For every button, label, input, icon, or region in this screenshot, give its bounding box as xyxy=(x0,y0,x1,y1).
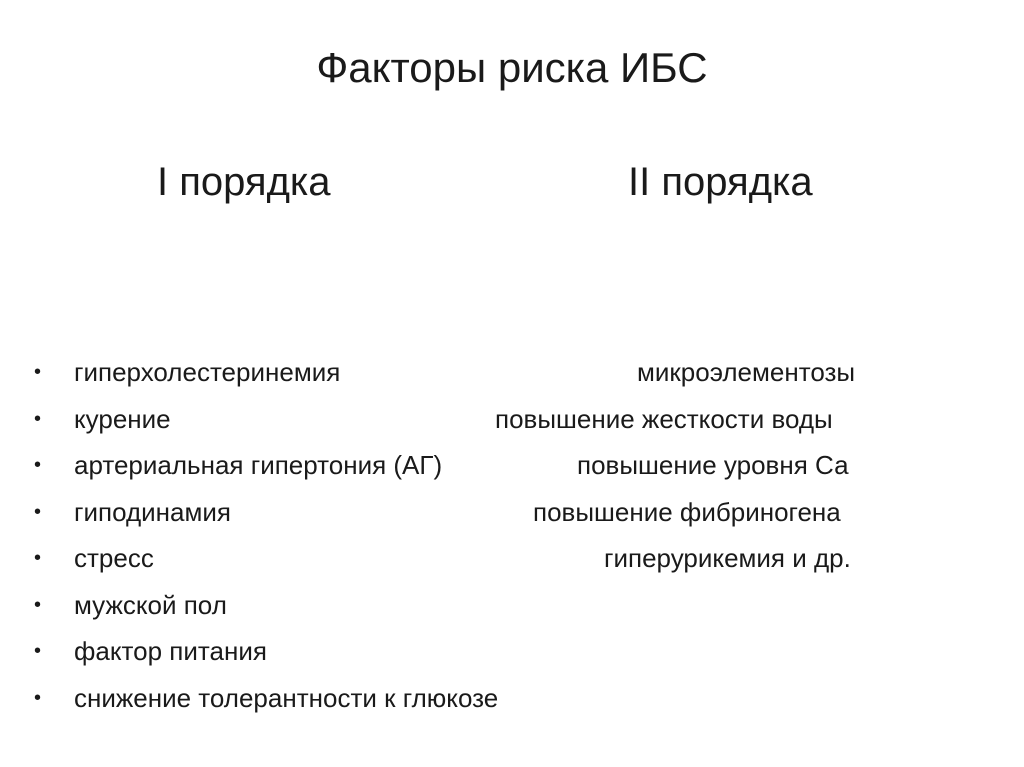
bullet-icon: • xyxy=(34,361,42,383)
first-order-factor: гиподинамия xyxy=(74,496,231,527)
first-order-factor: стресс xyxy=(74,543,154,573)
list-row xyxy=(0,396,1024,443)
list-row xyxy=(0,675,1024,722)
list-row xyxy=(0,489,1024,536)
list-row xyxy=(0,582,1024,629)
list-row xyxy=(0,442,1024,489)
first-order-factor: фактор питания xyxy=(74,636,267,666)
second-order-factor: гиперурикемия и др. xyxy=(604,543,851,573)
bullet-icon: • xyxy=(34,547,42,569)
second-order-factor: повышение фибриногена xyxy=(533,496,841,527)
column-heading-first-order: I порядка xyxy=(157,160,331,204)
column-heading-second-order: II порядка xyxy=(628,160,813,204)
list-row xyxy=(0,535,1024,582)
first-order-factor: артериальная гипертония (АГ) xyxy=(74,450,443,480)
second-order-factor: повышение уровня Са xyxy=(577,450,849,480)
first-order-factor: снижение толерантности к глюкозе xyxy=(74,682,499,713)
second-order-factor: микроэлементозы xyxy=(637,357,856,387)
first-order-factor: мужской пол xyxy=(74,589,227,620)
bullet-icon: • xyxy=(34,500,42,523)
bullet-icon: • xyxy=(34,640,42,662)
slide-title: Факторы риска ИБС xyxy=(316,44,708,91)
bullet-icon: • xyxy=(34,593,42,616)
bullet-icon: • xyxy=(34,454,42,476)
second-order-factor: повышение жесткости воды xyxy=(495,403,833,434)
list-row xyxy=(0,349,1024,396)
list-row xyxy=(0,628,1024,675)
bullet-icon: • xyxy=(34,407,42,430)
first-order-factor: гиперхолестеринемия xyxy=(74,357,341,387)
first-order-factor: курение xyxy=(74,403,171,434)
bullet-icon: • xyxy=(34,686,42,709)
risk-factor-list xyxy=(0,349,1024,721)
